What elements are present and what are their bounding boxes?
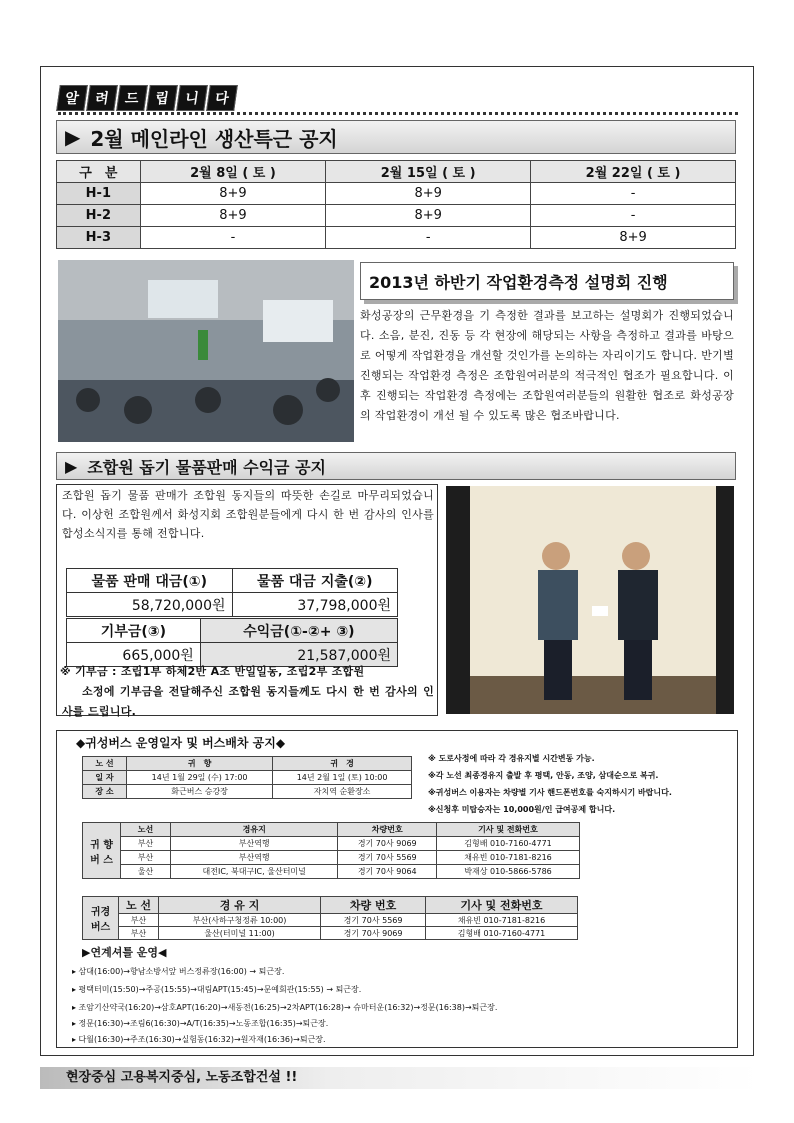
table-cell: 박재상 010-5866-5786 (437, 865, 580, 879)
table-cell: 울산(터미널 11:00) (159, 927, 321, 940)
table-cell: 경기 70사 5569 (321, 914, 426, 927)
column-header: 귀 경 (273, 757, 412, 771)
sales-label: 물품 판매 대금(①) (67, 569, 233, 593)
column-header: 귀 향 (127, 757, 273, 771)
donation-value: 665,000원 (67, 643, 201, 667)
table-cell: 부산역행 (171, 837, 338, 851)
table-cell: 8+9 (531, 227, 736, 249)
column-header: 2월 15일 ( 토 ) (326, 161, 531, 183)
badge-char: 다 (206, 85, 238, 111)
row-label: H-1 (57, 183, 141, 205)
table-cell: 부산 (121, 851, 171, 865)
cost-label: 물품 대금 지출(②) (232, 569, 398, 593)
table-cell: 채유빈 010-7181-8216 (425, 914, 577, 927)
profit-value: 21,587,000원 (200, 643, 397, 667)
note-line: ※각 노선 최종경유지 출발 후 평택, 안동, 조양, 삼대순으로 복귀. (428, 771, 659, 780)
shuttle-route: ▸ 정문(16:30)→조림6(16:30)→A/T(16:35)→노동조합(16:35)→퇴근장. (72, 1019, 329, 1028)
table-cell: 경기 70사 5569 (338, 851, 437, 865)
seminar-photo (58, 260, 354, 442)
section-heading-donation (56, 452, 736, 480)
table-cell: 김형배 010-7160-4771 (425, 927, 577, 940)
table-cell: 대전IC, 북대구IC, 울산터미널 (171, 865, 338, 879)
table-cell: - (531, 205, 736, 227)
row-label: 장 소 (83, 785, 127, 799)
table-row (57, 205, 736, 227)
shuttle-route: ▸ 삼대(16:00)→향남소방서앞 버스정류장(16:00) → 퇴근장. (72, 967, 285, 976)
table-cell: 채유빈 010-7181-8216 (437, 851, 580, 865)
table-cell: 화근버스 승강장 (127, 785, 273, 799)
badge-char: 립 (146, 85, 178, 111)
section-title: 2월 메인라인 생산특근 공지 (90, 126, 338, 151)
column-header: 노 선 (83, 757, 127, 771)
table-row (57, 183, 736, 205)
table-cell: 14년 1월 29일 (수) 17:00 (127, 771, 273, 785)
thanks-paragraph: 소정에 기부금을 전달해주신 조합원 동지들께도 다시 한 번 감사의 인사를 드립니다. (62, 685, 434, 718)
table-cell: 8+9 (140, 205, 326, 227)
return-label: 귀경 버스 (83, 897, 119, 940)
column-header: 경 유 지 (159, 897, 321, 914)
table-cell: 경기 70사 9069 (338, 837, 437, 851)
table-cell: 경기 70사 9064 (338, 865, 437, 879)
table-cell: 8+9 (326, 205, 531, 227)
table-cell: 부산 (119, 914, 159, 927)
table-cell: 김형배 010-7160-4771 (437, 837, 580, 851)
badge-char: 알 (56, 85, 88, 111)
money-table-bottom (66, 618, 398, 667)
column-header: 노 선 (119, 897, 159, 914)
note-line: ※신청후 미탑승자는 10,000원/인 급여공제 합니다. (428, 805, 616, 814)
table-cell: 14년 2월 1일 (토) 10:00 (273, 771, 412, 785)
table-cell: 자치역 순환장소 (273, 785, 412, 799)
table-cell: - (531, 183, 736, 205)
profit-label: 수익금(①-②+ ③) (200, 619, 397, 643)
column-header: 기사 및 전화번호 (425, 897, 577, 914)
table-cell: 울산 (121, 865, 171, 879)
bus-schedule-table (82, 756, 412, 799)
overtime-table (56, 160, 736, 249)
badge-char: 드 (116, 85, 148, 111)
row-label: 일 자 (83, 771, 127, 785)
table-cell: - (140, 227, 326, 249)
column-header: 기사 및 전화번호 (437, 823, 580, 837)
shuttle-route: ▸ 조암기산약국(16:20)→삼호APT(16:20)→새동전(16:25)→2차APT(16:28)→ 슈마터운(16:32)→정문(16:38)→퇴근장. (72, 1003, 498, 1012)
shuttle-route: ▸ 평택터미(15:50)→주공(15:55)→대림APT(15:45)→문예회관(15:55) → 퇴근장. (72, 985, 362, 994)
section-heading-overtime (56, 120, 736, 154)
departure-bus-table (82, 822, 580, 879)
badge-char: 니 (176, 85, 208, 111)
bus-notes (428, 750, 728, 818)
table-cell: 부산 (119, 927, 159, 940)
bus-title: ◆귀성버스 운영일자 및 버스배차 공지◆ (76, 736, 286, 750)
table-cell: 부산 (121, 837, 171, 851)
shuttle-route: ▸ 다월(16:30)→주조(16:30)→실험동(16:32)→원자재(16:36)→퇴근장. (72, 1035, 326, 1044)
shuttle-title: ▶연계셔틀 운영◀ (82, 946, 167, 959)
dotted-divider (58, 112, 738, 115)
column-header: 2월 22일 ( 토 ) (531, 161, 736, 183)
column-header: 노선 (121, 823, 171, 837)
column-header: 차량 번호 (321, 897, 426, 914)
table-cell: 경기 70사 9069 (321, 927, 426, 940)
table-row (57, 227, 736, 249)
environment-paragraph: 화성공장의 근무환경을 기 측정한 결과를 보고하는 설명회가 진행되었습니다. 소음, 분진, 진동 등 각 현장에 해당되는 사항을 측정하고 결과를 바탕으로 어떻게 작업환경을 개선할 것인가를 논의하는 자리이기도 합니다. 반기별 진행되는 작업환경 측정은 조합원여러분의 적극적인 협조가 필요합니다. 이후 진행되는 작업환경 측정에는 조합원여러분들의 원활한 협조로 화성공장의 작업환경이 개선 될 수 있도록 많은 협조바랍니다. (360, 309, 734, 422)
sales-value: 58,720,000원 (67, 593, 233, 617)
donation-paragraph: 조합원 돕기 물품 판매가 조합원 동지들의 따뜻한 손길로 마무리되었습니다. 이상헌 조합원께서 화성지회 조합원분들에게 다시 한 번 감사의 인사를 합성소식지를 통해 전합니다. (62, 489, 434, 540)
table-cell: 부산(사하구청정류 10:00) (159, 914, 321, 927)
column-header: 2월 8일 ( 토 ) (140, 161, 326, 183)
table-cell: - (326, 227, 531, 249)
notice-badge (58, 85, 236, 111)
donor-note: ※ 기부금 : 조립1부 하체2반 A조 반일일동, 조립2부 조합원 (60, 665, 365, 678)
donation-photo-illustration (446, 486, 734, 714)
note-line: ※ 도로사정에 따라 각 경유지별 시간변동 가능. (428, 754, 595, 763)
row-label: H-3 (57, 227, 141, 249)
triangle-right-icon: ▶ (65, 456, 78, 476)
return-bus-table (82, 896, 578, 940)
triangle-right-icon: ▶ (65, 125, 81, 149)
table-cell: 8+9 (140, 183, 326, 205)
section-title: 2013년 하반기 작업환경측정 설명회 진행 (369, 272, 668, 292)
note-line: ※귀성버스 이용자는 차량별 기사 핸드폰번호를 숙지하시기 바랍니다. (428, 788, 672, 797)
donation-photo (446, 486, 734, 714)
table-cell: 부산역행 (171, 851, 338, 865)
footer-slogan: 현장중심 고용복지중심, 노동조합건설 !! (40, 1067, 760, 1089)
money-table-top (66, 568, 398, 617)
cost-value: 37,798,000원 (232, 593, 398, 617)
table-cell: 8+9 (326, 183, 531, 205)
row-label: H-2 (57, 205, 141, 227)
column-header: 구 분 (57, 161, 141, 183)
departure-label: 귀 향 버 스 (83, 823, 121, 879)
column-header: 차량번호 (338, 823, 437, 837)
section-title: 조합원 돕기 물품판매 수익금 공지 (87, 457, 326, 477)
donation-label: 기부금(③) (67, 619, 201, 643)
column-header: 경유지 (171, 823, 338, 837)
badge-char: 려 (86, 85, 118, 111)
seminar-photo-illustration (58, 260, 354, 442)
section-heading-environment (360, 262, 734, 300)
